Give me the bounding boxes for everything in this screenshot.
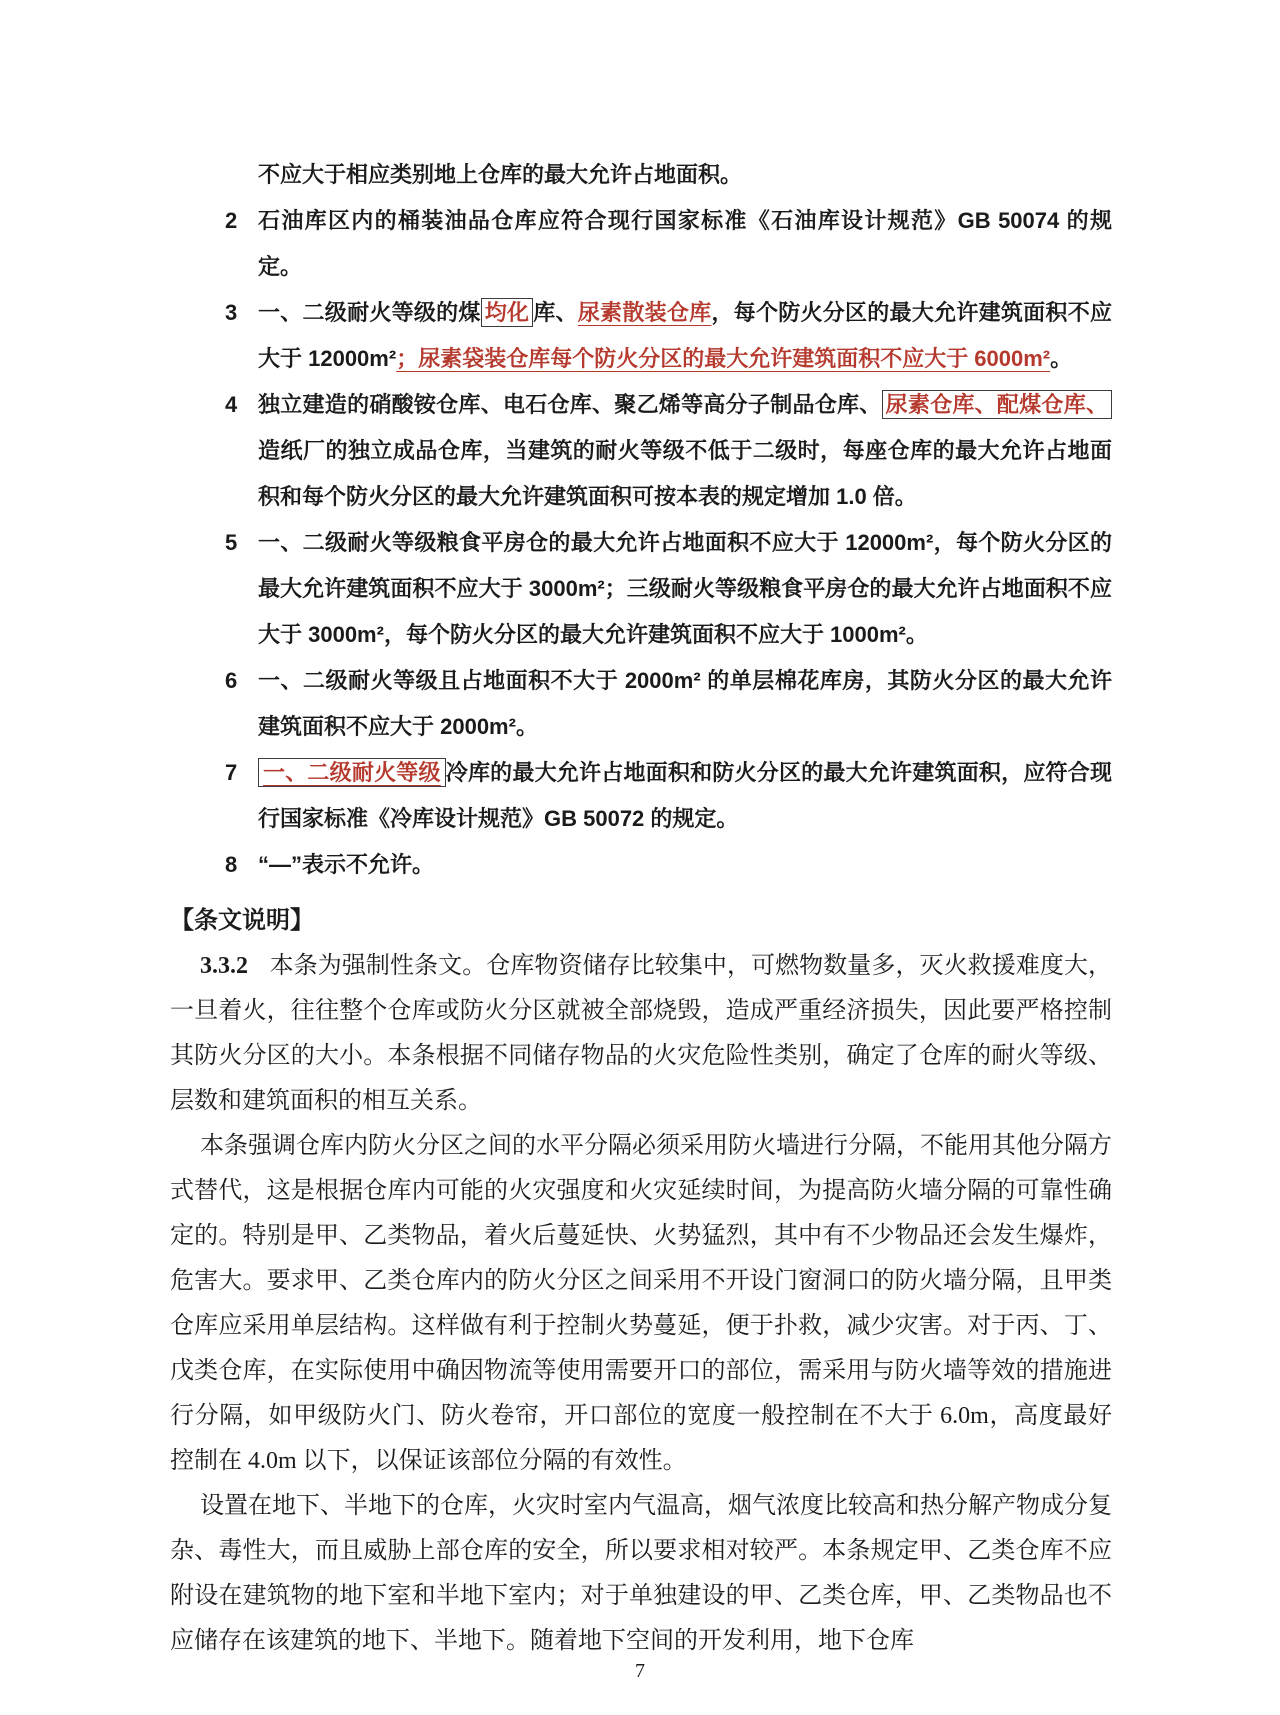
note-item-4 [170,382,1112,520]
note-text-segment: 造纸厂的独立成品仓库，当建筑的耐火等级不低于二级时，每座仓库的最大允许占地面积和每个防火分区的最大允许建筑面积可按本表的规定增加 1.0 倍。 [258,438,1112,509]
note-text-segment: “—”表示不允许。 [258,852,435,877]
note-number: 8 [225,852,238,877]
note-number: 2 [225,208,238,233]
revision-boxed-underlined-text: 一、二级耐火等级 [258,758,446,787]
note-number: 7 [225,760,238,785]
note-item-5 [170,520,1112,658]
note-item-3 [170,290,1112,382]
note-number: 3 [225,300,238,325]
note-text-segment: 石油库区内的桶装油品仓库应符合现行国家标准《石油库设计规范》GB 50074 的规定。 [258,208,1112,279]
table-notes-section [170,152,1112,888]
note-number: 6 [225,668,238,693]
note-number: 4 [225,392,238,417]
note-text-segment: 一、二级耐火等级的煤 [258,300,481,325]
note-text-segment: 一、二级耐火等级粮食平房仓的最大允许占地面积不应大于 12000m²，每个防火分区的最大允许建筑面积不应大于 3000m²；三级耐火等级粮食平房仓的最大允许占地面积不应大于 3000m²，每个防火分区的最大允许建筑面积不应大于 1000m²。 [258,530,1112,647]
note-text-segment: 独立建造的硝酸铵仓库、电石仓库、聚乙烯等高分子制品仓库、 [258,392,882,417]
commentary-heading: 【条文说明】 [170,907,314,934]
commentary-paragraph: 本条强调仓库内防火分区之间的水平分隔必须采用防火墙进行分隔，不能用其他分隔方式替代，这是根据仓库内可能的火灾强度和火灾延续时间，为提高防火墙分隔的可靠性确定的。特别是甲、乙类物品，着火后蔓延快、火势猛烈，其中有不少物品还会发生爆炸，危害大。要求甲、乙类仓库内的防火分区之间采用不开设门窗洞口的防火墙分隔，且甲类仓库应采用单层结构。这样做有利于控制火势蔓延，便于扑救，减少灾害。对于丙、丁、戊类仓库，在实际使用中确因物流等使用需要开口的部位，需采用与防火墙等效的措施进行分隔，如甲级防火门、防火卷帘，开口部位的宽度一般控制在不大于 6.0m，高度最好控制在 4.0m 以下，以保证该部位分隔的有效性。 [170,1133,1112,1474]
note-item-8 [170,842,1112,888]
paragraph-text: 本条为强制性条文。仓库物资储存比较集中，可燃物数量多，灭火救援难度大，一旦着火，往往整个仓库或防火分区就被全部烧毁，造成严重经济损失，因此要严格控制其防火分区的大小。本条根据不同储存物品的火灾危险性类别，确定了仓库的耐火等级、层数和建筑面积的相互关系。 [170,953,1112,1114]
note-text-segment: 冷库的最大允许占地面积和防火分区的最大允许建筑面积，应符合现行国家标准《冷库设计规范》GB 50072 的规定。 [258,760,1112,831]
note-item-6 [170,658,1112,750]
revision-boxed-text: 均化 [481,298,534,327]
revision-boxed-text: 尿素仓库、配煤仓库、 [882,390,1112,419]
note-text-segment: ，每个防火分区的最大允许建筑面积不应大于 12000m² [258,300,1112,371]
commentary-paragraph: 设置在地下、半地下的仓库，火灾时室内气温高，烟气浓度比较高和热分解产物成分复杂、毒性大，而且威胁上部仓库的安全，所以要求相对较严。本条规定甲、乙类仓库不应附设在建筑物的地下室和半地下室内；对于单独建设的甲、乙类仓库，甲、乙类物品也不应储存在该建筑的地下、半地下。随着地下空间的开发利用，地下仓库 [170,1493,1112,1654]
clause-number: 3.3.2 [200,953,248,979]
note-text-segment: 。 [1050,346,1073,371]
note-text-segment: 库、 [533,300,578,325]
revision-underlined-text: ；尿素袋装仓库每个防火分区的最大允许建筑面积不应大于 6000m² [396,346,1051,371]
page-number: 7 [635,1660,645,1682]
note-text-segment: 一、二级耐火等级且占地面积不大于 2000m² 的单层棉花库房，其防火分区的最大允许建筑面积不应大于 2000m²。 [258,668,1112,739]
note-item-7 [170,750,1112,842]
revision-underlined-text: 尿素散装仓库 [577,300,712,325]
note-continuation-line: 不应大于相应类别地上仓库的最大允许占地面积。 [258,162,743,187]
note-number: 5 [225,530,238,555]
note-item-2 [170,198,1112,290]
commentary-paragraph [170,944,1112,1124]
